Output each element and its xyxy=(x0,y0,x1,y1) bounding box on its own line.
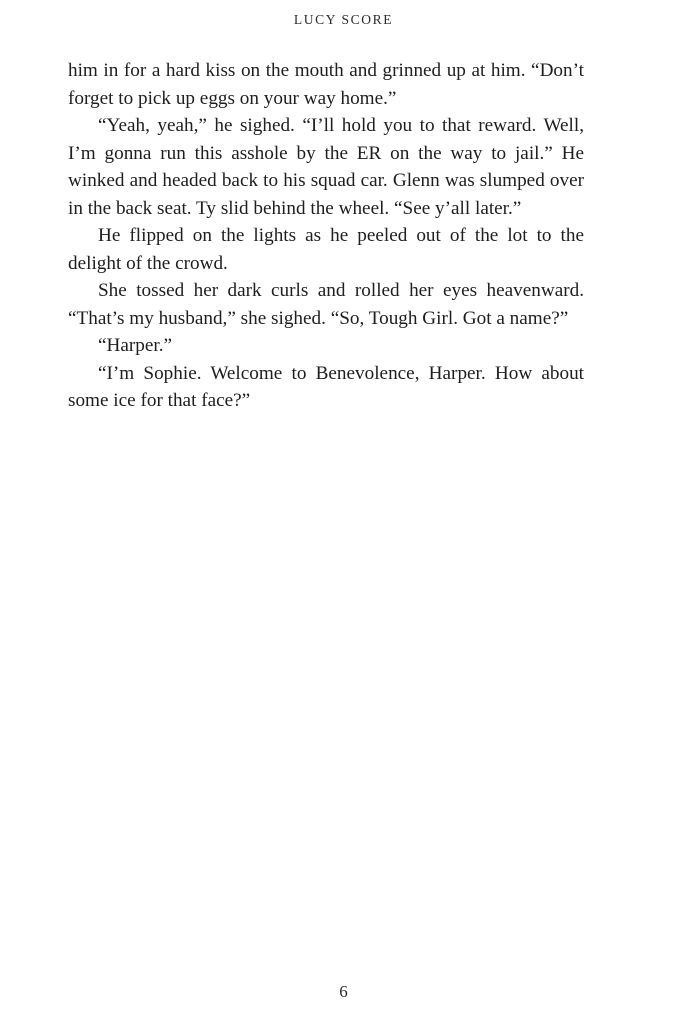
paragraph-6: “I’m Sophie. Welcome to Benevolence, Harper. How about some ice for that face?” xyxy=(68,362,584,411)
paragraph-5: “Harper.” xyxy=(98,335,173,356)
paragraph-2: “Yeah, yeah,” he sighed. “I’ll hold you to that reward. Well, I’m gonna run this asshole by the ER on the way to jail.” He winked and headed back to his squad car. Glenn was slumped over in the back seat. Ty slid behind the wheel. “See y’all later.” xyxy=(68,115,584,219)
paragraph-4: She tossed her dark curls and rolled her eyes heavenward. “That’s my husband,” she sighed. “So, Tough Girl. Got a name?” xyxy=(68,280,584,329)
running-head: LUCY SCORE xyxy=(293,12,394,27)
body-text xyxy=(68,57,584,415)
paragraph-3: He flipped on the lights as he peeled out of the lot to the delight of the crowd. xyxy=(68,225,584,274)
page-number: 6 xyxy=(339,982,348,1001)
paragraph-1: him in for a hard kiss on the mouth and grinned up at him. “Don’t forget to pick up eggs on your way home.” xyxy=(68,60,584,109)
